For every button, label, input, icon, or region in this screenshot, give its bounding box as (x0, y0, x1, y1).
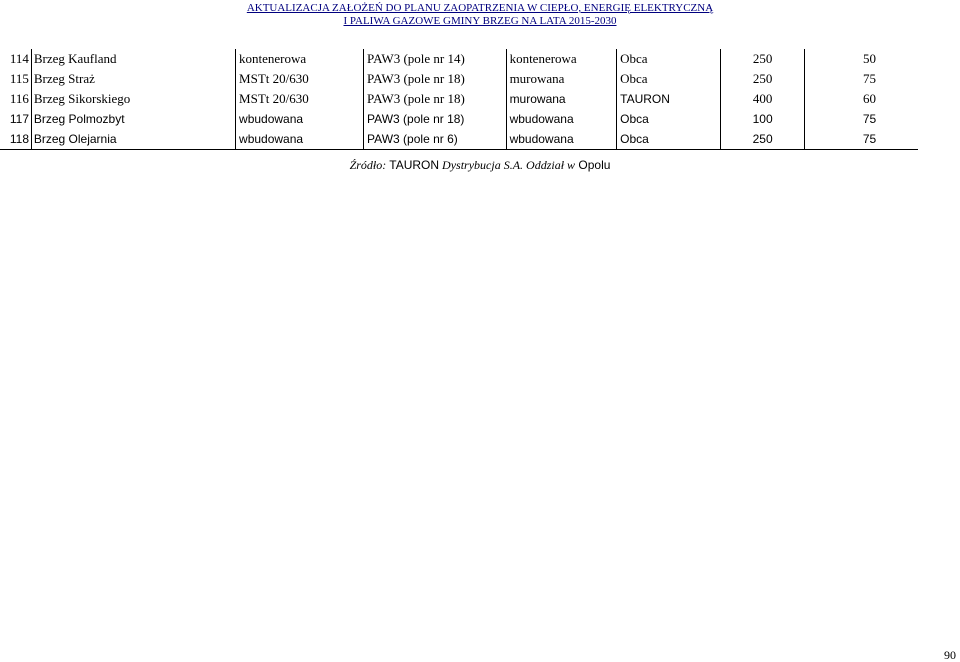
source-company-rest: Dystrybucja S.A. Oddział w (439, 158, 576, 172)
cell-construction: wbudowana (506, 129, 617, 150)
cell-owner: TAURON (617, 89, 721, 109)
cell-construction: murowana (506, 69, 617, 89)
cell-station-type: kontenerowa (236, 49, 364, 69)
cell-station-type: wbudowana (236, 109, 364, 129)
cell-station-type: wbudowana (236, 129, 364, 150)
cell-station-type: MSTt 20/630 (236, 89, 364, 109)
cell-feeder: PAW3 (pole nr 18) (364, 109, 507, 129)
header-title-line-2: I PALIWA GAZOWE GMINY BRZEG NA LATA 2015-2030 (343, 15, 617, 27)
cell-station-name: Brzeg Olejarnia (31, 129, 235, 150)
cell-load: 50 (804, 49, 918, 69)
cell-power: 250 (721, 129, 805, 150)
cell-number: 116 (9, 91, 29, 106)
cell-station-name: Brzeg Sikorskiego (31, 89, 235, 109)
cell-station-name: Brzeg Kaufland (31, 49, 235, 69)
table-row (0, 69, 918, 89)
cell-station-name: Brzeg Polmozbyt (31, 109, 235, 129)
cell-feeder: PAW3 (pole nr 18) (364, 89, 507, 109)
cell-station-type: MSTt 20/630 (236, 69, 364, 89)
cell-feeder: PAW3 (pole nr 18) (364, 69, 507, 89)
source-city: Opolu (575, 158, 611, 172)
cell-construction: murowana (506, 89, 617, 109)
document-header (0, 0, 960, 28)
cell-load: 75 (804, 129, 918, 150)
table-row (0, 89, 918, 109)
cell-number: 117 (9, 112, 29, 126)
cell-load: 60 (804, 89, 918, 109)
cell-power: 250 (721, 69, 805, 89)
cell-construction: kontenerowa (506, 49, 617, 69)
cell-power: 100 (721, 109, 805, 129)
cell-owner: Obca (617, 129, 721, 150)
table-row (0, 49, 918, 69)
header-title-line-1: AKTUALIZACJA ZAŁOŻEŃ DO PLANU ZAOPATRZENIA W CIEPŁO, ENERGIĘ ELEKTRYCZNĄ (246, 2, 714, 14)
cell-number: 118 (0, 129, 31, 150)
cell-load: 75 (804, 69, 918, 89)
page-number: 90 (944, 648, 956, 662)
source-company: TAURON (389, 158, 440, 172)
substations-table (0, 49, 918, 150)
cell-feeder: PAW3 (pole nr 6) (364, 129, 507, 150)
cell-construction: wbudowana (506, 109, 617, 129)
table-source-note (0, 157, 960, 173)
cell-number: 115 (9, 71, 29, 86)
source-label: Źródło: (349, 158, 390, 172)
table-row (0, 129, 918, 150)
cell-power: 400 (721, 89, 805, 109)
cell-owner: Obca (617, 109, 721, 129)
cell-station-name: Brzeg Straż (31, 69, 235, 89)
table-row (0, 109, 918, 129)
cell-load: 75 (804, 109, 918, 129)
cell-feeder: PAW3 (pole nr 14) (364, 49, 507, 69)
cell-power: 250 (721, 49, 805, 69)
cell-owner: Obca (617, 69, 721, 89)
cell-number: 114 (9, 51, 29, 66)
cell-owner: Obca (617, 49, 721, 69)
